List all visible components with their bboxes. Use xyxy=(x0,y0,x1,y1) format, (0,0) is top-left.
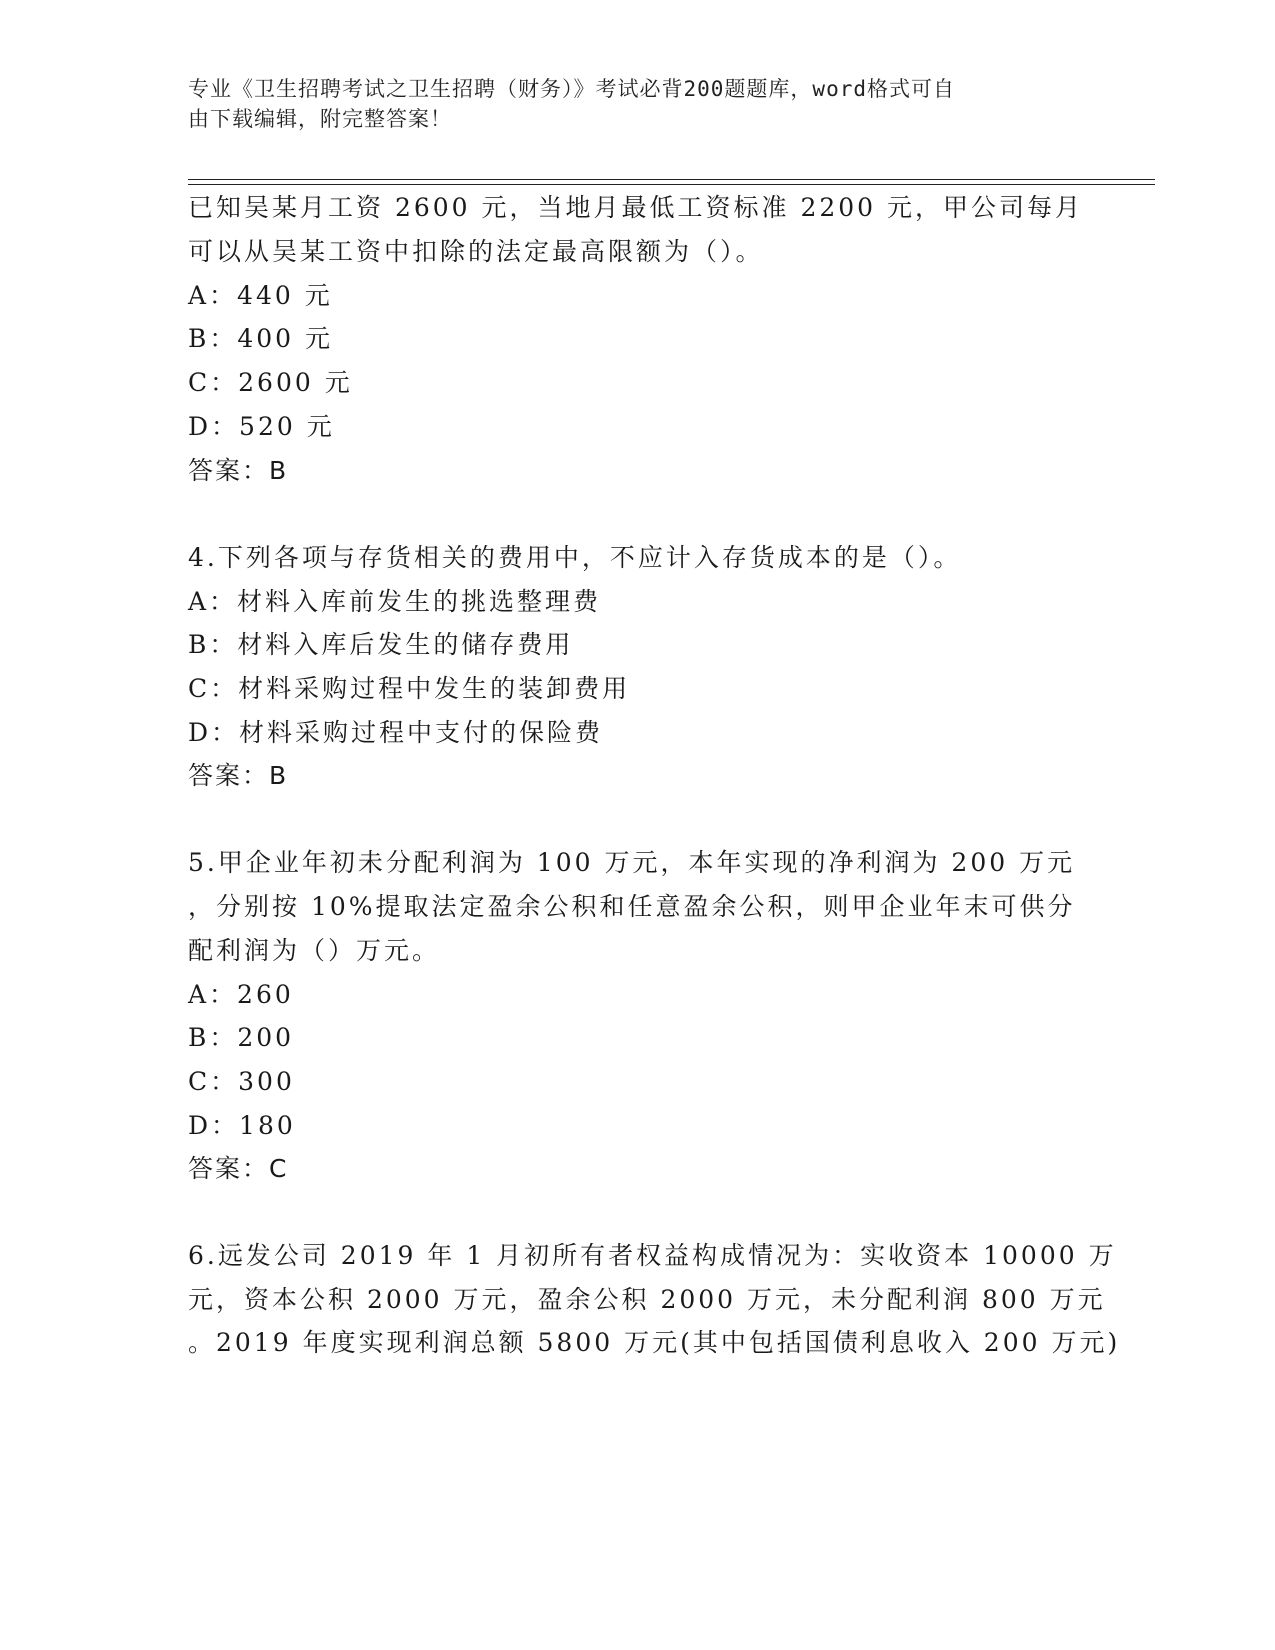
q3-option-b: B：400 元 xyxy=(188,324,334,353)
q5-stem-line-2: ，分别按 10%提取法定盈余公积和任意盈余公积，则甲企业年末可供分 xyxy=(188,892,1076,921)
q3-option-c: C：2600 元 xyxy=(188,368,353,397)
q6-stem-line-2: 元，资本公积 2000 万元，盈余公积 2000 万元，未分配利润 800 万元 xyxy=(188,1285,1106,1314)
document-header xyxy=(188,74,1068,134)
header-divider-top xyxy=(188,179,1155,180)
q5-option-a: A：260 xyxy=(188,980,294,1009)
header-line-2: 由下载编辑，附完整答案！ xyxy=(188,107,452,131)
q5-option-c: C：300 xyxy=(188,1067,295,1096)
q5-option-b: B：200 xyxy=(188,1023,295,1052)
q4-option-d: D：材料采购过程中支付的保险费 xyxy=(188,718,604,747)
q3-stem-line-2: 可以从吴某工资中扣除的法定最高限额为（）。 xyxy=(188,237,764,266)
q6-stem-line-1: 6.远发公司 2019 年 1 月初所有者权益构成情况为：实收资本 10000 万 xyxy=(188,1241,1117,1270)
q5-answer: 答案：C xyxy=(188,1154,289,1183)
q3-option-a: A：440 元 xyxy=(188,281,333,310)
header-line-1: 专业《卫生招聘考试之卫生招聘（财务）》考试必背200题题库，word格式可自 xyxy=(188,77,955,101)
q3-answer: 答案：B xyxy=(188,456,289,485)
q5-option-d: D：180 xyxy=(188,1111,296,1140)
header-divider-bottom xyxy=(188,184,1155,185)
q4-option-a: A：材料入库前发生的挑选整理费 xyxy=(188,587,602,616)
q3-option-d: D：520 元 xyxy=(188,412,335,441)
q5-stem-line-1: 5.甲企业年初未分配利润为 100 万元，本年实现的净利润为 200 万元 xyxy=(188,848,1076,877)
q4-answer: 答案：B xyxy=(188,761,289,790)
q6-stem-line-3: 。2019 年度实现利润总额 5800 万元(其中包括国债利息收入 200 万元) xyxy=(188,1328,1121,1357)
q5-stem-line-3: 配利润为（）万元。 xyxy=(188,936,441,965)
q3-stem-line-1: 已知吴某月工资 2600 元，当地月最低工资标准 2200 元，甲公司每月 xyxy=(188,193,1084,222)
q4-stem-line-1: 4.下列各项与存货相关的费用中，不应计入存货成本的是（）。 xyxy=(188,543,962,572)
q4-option-b: B：材料入库后发生的储存费用 xyxy=(188,630,574,659)
q4-option-c: C：材料采购过程中发生的装卸费用 xyxy=(188,674,631,703)
